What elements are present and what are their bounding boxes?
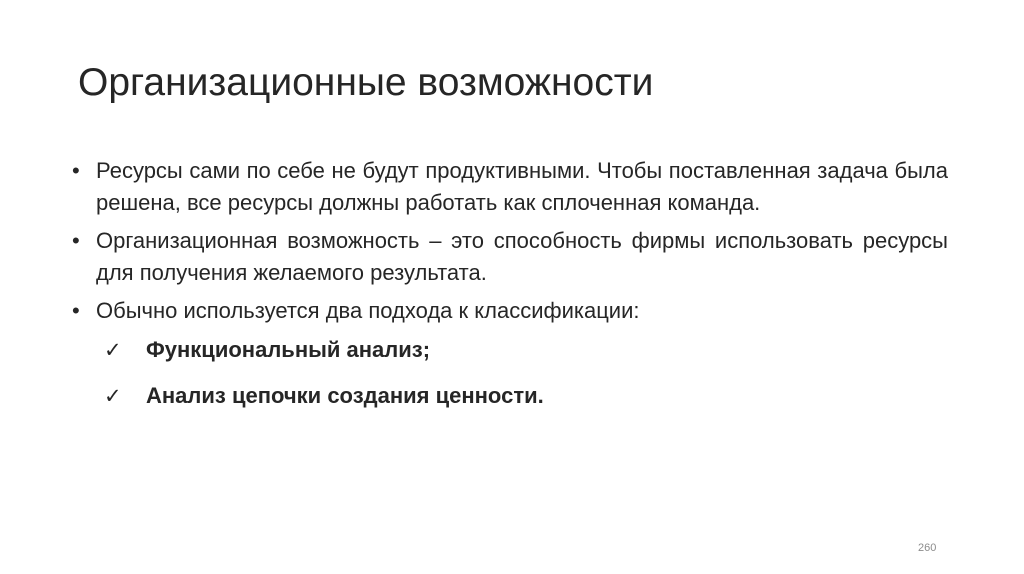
bullet-item	[72, 295, 948, 327]
bullet-item	[72, 225, 948, 289]
page-number: 260	[918, 542, 937, 554]
checkmark-icon: ✓	[104, 338, 122, 362]
sub-item-functional-analysis	[104, 333, 948, 367]
checkmark-icon: ✓	[104, 384, 122, 408]
bullet-dot-icon: •	[72, 228, 80, 253]
bullet-text: Ресурсы сами по себе не будут продуктивными. Чтобы поставленная задача была решена, все ресурсы должны работать как сплоченная команда.	[96, 158, 948, 215]
slide-title: Организационные возможности	[78, 61, 654, 104]
sub-item-value-chain	[104, 379, 948, 413]
sub-item-text: Анализ цепочки создания ценности.	[146, 383, 544, 408]
bullet-text: Организационная возможность – это способность фирмы использовать ресурсы для получения желаемого результата.	[96, 228, 948, 285]
bullet-list	[72, 155, 948, 425]
bullet-text: Обычно используется два подхода к классификации:	[96, 298, 640, 323]
bullet-dot-icon: •	[72, 158, 80, 183]
bullet-dot-icon: •	[72, 298, 80, 323]
bullet-item	[72, 155, 948, 219]
sub-item-text: Функциональный анализ;	[146, 337, 431, 362]
